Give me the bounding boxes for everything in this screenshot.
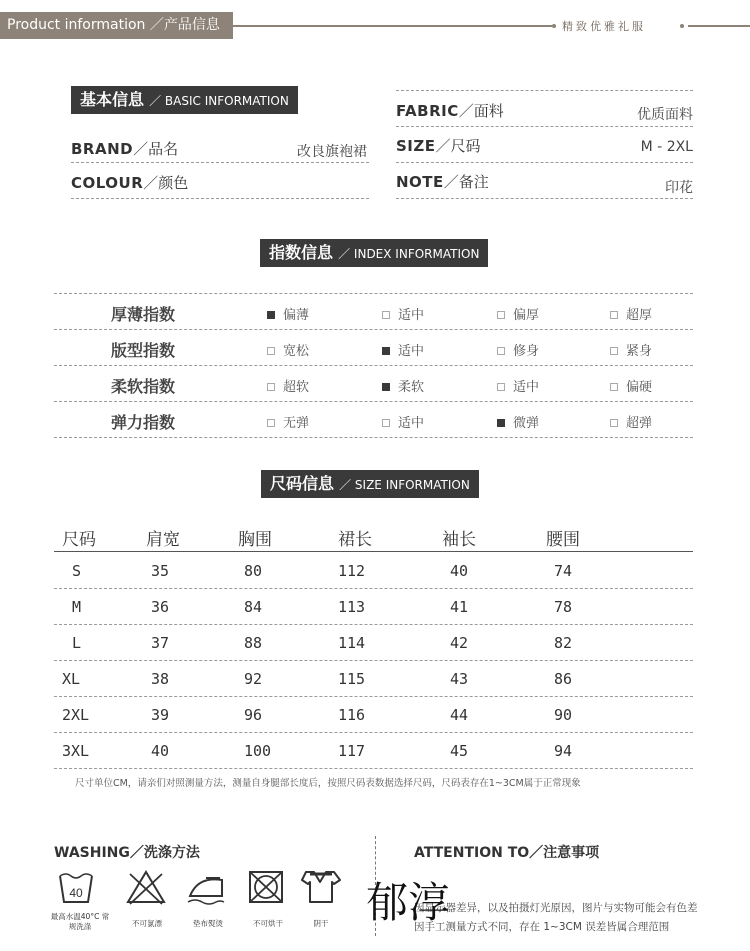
- index-option: [382, 340, 424, 359]
- no-tumble-dry-icon: [250, 872, 282, 902]
- size-cell: 82: [554, 634, 573, 652]
- attention-title: [414, 842, 599, 862]
- index-option-label: 超软: [283, 380, 310, 395]
- index-option: [382, 376, 424, 395]
- size-column-header: 尺码: [62, 530, 96, 550]
- size-divider: [54, 768, 693, 769]
- washing-title: [54, 842, 200, 862]
- care-label-iron: 垫布熨烫: [193, 919, 223, 928]
- unchecked-box-icon: [610, 383, 618, 391]
- index-option-label: 无弹: [283, 416, 310, 431]
- iron-with-cloth-icon: [188, 878, 224, 904]
- fabric-value: 优质面料: [637, 107, 693, 123]
- watermark: 郁淳: [366, 878, 451, 927]
- care-label-shade-dry: 阴干: [313, 919, 329, 928]
- size-cell: 116: [338, 706, 366, 724]
- colour-label: [71, 172, 188, 193]
- size-row-label: 2XL: [62, 706, 90, 724]
- washing-title-en: WASHING: [54, 845, 130, 861]
- washing-icons: [54, 868, 374, 914]
- size-cell: 41: [450, 598, 469, 616]
- size-divider: [54, 624, 693, 625]
- index-option-label: 适中: [398, 416, 425, 431]
- basic-info-heading-en: ／ BASIC INFORMATION: [149, 94, 289, 108]
- size-column-header: 胸围: [238, 530, 272, 550]
- fabric-label: [396, 100, 504, 121]
- size-cell: 38: [151, 670, 170, 688]
- attention-title-cn: ／注意事项: [529, 845, 600, 861]
- checked-box-icon: [267, 311, 275, 319]
- attention-line-1: 因显示器差异，以及拍摄灯光原因，图片与实物可能会有色差: [414, 902, 698, 914]
- size-info-heading-cn: 尺码信息: [270, 474, 335, 493]
- size-divider: [54, 551, 693, 552]
- size-column-header: 裙长: [338, 530, 372, 550]
- index-option: [382, 304, 424, 323]
- note-label-cn: ／备注: [443, 173, 489, 191]
- unchecked-box-icon: [497, 311, 505, 319]
- attention-line-2: 因手工测量方式不同，存在 1~3CM 误差皆属合理范围: [414, 921, 670, 933]
- index-option: [497, 412, 539, 431]
- unchecked-box-icon: [610, 419, 618, 427]
- care-label-no-bleach: 不可氯漂: [132, 919, 162, 928]
- care-label-wash: 最高水温40°C 常规洗涤: [50, 912, 110, 931]
- size-info-heading-en: ／ SIZE INFORMATION: [339, 478, 470, 492]
- index-row-name: 柔软指数: [111, 377, 176, 396]
- index-row-name: 弹力指数: [111, 413, 176, 432]
- index-row-name: 厚薄指数: [111, 305, 176, 324]
- index-row-name: 版型指数: [111, 341, 176, 360]
- index-divider: [54, 329, 693, 330]
- size-cell: 114: [338, 634, 366, 652]
- divider: [396, 126, 693, 127]
- index-option-label: 微弹: [513, 416, 540, 431]
- unchecked-box-icon: [497, 383, 505, 391]
- index-option-label: 宽松: [283, 344, 310, 359]
- divider: [396, 198, 693, 199]
- index-info-heading-en: ／ INDEX INFORMATION: [338, 247, 480, 261]
- size-cell: 39: [151, 706, 170, 724]
- care-label-no-tumble: 不可烘干: [253, 919, 283, 928]
- brand-label: [71, 138, 178, 159]
- size-cell: 40: [450, 562, 469, 580]
- index-option: [497, 376, 539, 395]
- index-option: [610, 340, 652, 359]
- index-info-heading-cn: 指数信息: [269, 243, 334, 262]
- index-divider: [54, 293, 693, 294]
- index-option: [610, 412, 652, 431]
- header-divider-left: [233, 25, 552, 27]
- size-note: 尺寸单位CM，请亲们对照测量方法，测量自身腿部长度后，按照尺码表数据选择尺码，尺码表存在1~3CM属于正常现象: [75, 778, 581, 789]
- unchecked-box-icon: [382, 419, 390, 427]
- size-row-label: 3XL: [62, 742, 90, 760]
- unchecked-box-icon: [267, 347, 275, 355]
- index-option: [610, 376, 652, 395]
- fabric-label-en: FABRIC: [396, 102, 459, 120]
- divider: [396, 90, 693, 91]
- size-divider: [54, 588, 693, 589]
- unchecked-box-icon: [497, 347, 505, 355]
- size-label-cn: ／尺码: [435, 137, 481, 155]
- size-cell: 88: [244, 634, 263, 652]
- header-slogan: 精致优雅礼服: [562, 20, 646, 33]
- size-row-label: M: [72, 598, 82, 616]
- size-cell: 45: [450, 742, 469, 760]
- note-label-en: NOTE: [396, 173, 444, 191]
- index-option-label: 柔软: [398, 380, 425, 395]
- size-info-heading: [261, 470, 479, 498]
- header-dot-right: [680, 24, 684, 28]
- size-row-label: XL: [62, 670, 81, 688]
- size-divider: [54, 696, 693, 697]
- colour-label-cn: ／颜色: [143, 174, 189, 192]
- index-option-label: 紧身: [626, 344, 653, 359]
- fabric-label-cn: ／面料: [458, 102, 504, 120]
- unchecked-box-icon: [267, 383, 275, 391]
- unchecked-box-icon: [382, 311, 390, 319]
- index-option: [267, 340, 309, 359]
- divider: [396, 162, 693, 163]
- wash-tub-temp: 40: [69, 886, 83, 900]
- size-cell: 35: [151, 562, 170, 580]
- basic-info-heading: [71, 86, 298, 114]
- size-cell: 86: [554, 670, 573, 688]
- no-bleach-icon: [128, 872, 164, 904]
- header-divider-right: [688, 25, 750, 27]
- index-option-label: 偏硬: [626, 380, 653, 395]
- checked-box-icon: [382, 383, 390, 391]
- index-option-label: 超弹: [626, 416, 653, 431]
- index-option: [610, 304, 652, 323]
- size-label-en: SIZE: [396, 137, 436, 155]
- size-row-label: S: [72, 562, 82, 580]
- size-column-header: 肩宽: [146, 530, 180, 550]
- washing-title-cn: ／洗涤方法: [129, 845, 200, 861]
- size-cell: 43: [450, 670, 469, 688]
- size-value: M - 2XL: [640, 139, 693, 155]
- size-cell: 113: [338, 598, 366, 616]
- colour-label-en: COLOUR: [71, 174, 144, 192]
- size-cell: 37: [151, 634, 170, 652]
- size-cell: 42: [450, 634, 469, 652]
- basic-info-heading-cn: 基本信息: [80, 90, 145, 109]
- size-row-label: L: [72, 634, 82, 652]
- size-cell: 115: [338, 670, 366, 688]
- index-divider: [54, 437, 693, 438]
- size-cell: 44: [450, 706, 469, 724]
- index-option: [267, 412, 309, 431]
- index-option-label: 适中: [513, 380, 540, 395]
- unchecked-box-icon: [267, 419, 275, 427]
- note-label: [396, 171, 489, 192]
- header-dot-left: [552, 24, 556, 28]
- size-cell: 100: [244, 742, 272, 760]
- index-option-label: 适中: [398, 308, 425, 323]
- shade-dry-icon: [302, 872, 340, 902]
- index-option: [382, 412, 424, 431]
- checked-box-icon: [497, 419, 505, 427]
- unchecked-box-icon: [610, 311, 618, 319]
- size-divider: [54, 660, 693, 661]
- index-option: [497, 340, 539, 359]
- unchecked-box-icon: [610, 347, 618, 355]
- index-divider: [54, 365, 693, 366]
- size-cell: 112: [338, 562, 366, 580]
- index-option-label: 适中: [398, 344, 425, 359]
- attention-title-en: ATTENTION TO: [414, 845, 530, 861]
- size-column-header: 腰围: [546, 530, 580, 550]
- size-divider: [54, 732, 693, 733]
- size-column-header: 袖长: [442, 530, 476, 550]
- brand-value: 改良旗袍裙: [297, 144, 367, 160]
- index-info-heading: [260, 239, 488, 267]
- index-option-label: 超厚: [626, 308, 653, 323]
- index-option: [267, 304, 309, 323]
- brand-label-cn: ／品名: [133, 140, 179, 158]
- size-cell: 84: [244, 598, 263, 616]
- note-value: 印花: [665, 180, 693, 196]
- size-cell: 94: [554, 742, 573, 760]
- size-cell: 78: [554, 598, 573, 616]
- size-cell: 92: [244, 670, 263, 688]
- size-cell: 40: [151, 742, 170, 760]
- index-option-label: 修身: [513, 344, 540, 359]
- divider: [71, 162, 369, 163]
- size-cell: 36: [151, 598, 170, 616]
- index-divider: [54, 401, 693, 402]
- checked-box-icon: [382, 347, 390, 355]
- size-cell: 90: [554, 706, 573, 724]
- divider: [71, 198, 369, 199]
- index-option-label: 偏薄: [283, 308, 310, 323]
- index-option: [497, 304, 539, 323]
- wash-40-icon: [60, 874, 92, 902]
- size-label: [396, 135, 481, 156]
- size-cell: 96: [244, 706, 263, 724]
- index-option: [267, 376, 309, 395]
- index-option-label: 偏厚: [513, 308, 540, 323]
- header-tab: Product information ／产品信息: [0, 12, 233, 39]
- size-cell: 117: [338, 742, 366, 760]
- brand-label-en: BRAND: [71, 140, 134, 158]
- size-cell: 80: [244, 562, 263, 580]
- size-cell: 74: [554, 562, 573, 580]
